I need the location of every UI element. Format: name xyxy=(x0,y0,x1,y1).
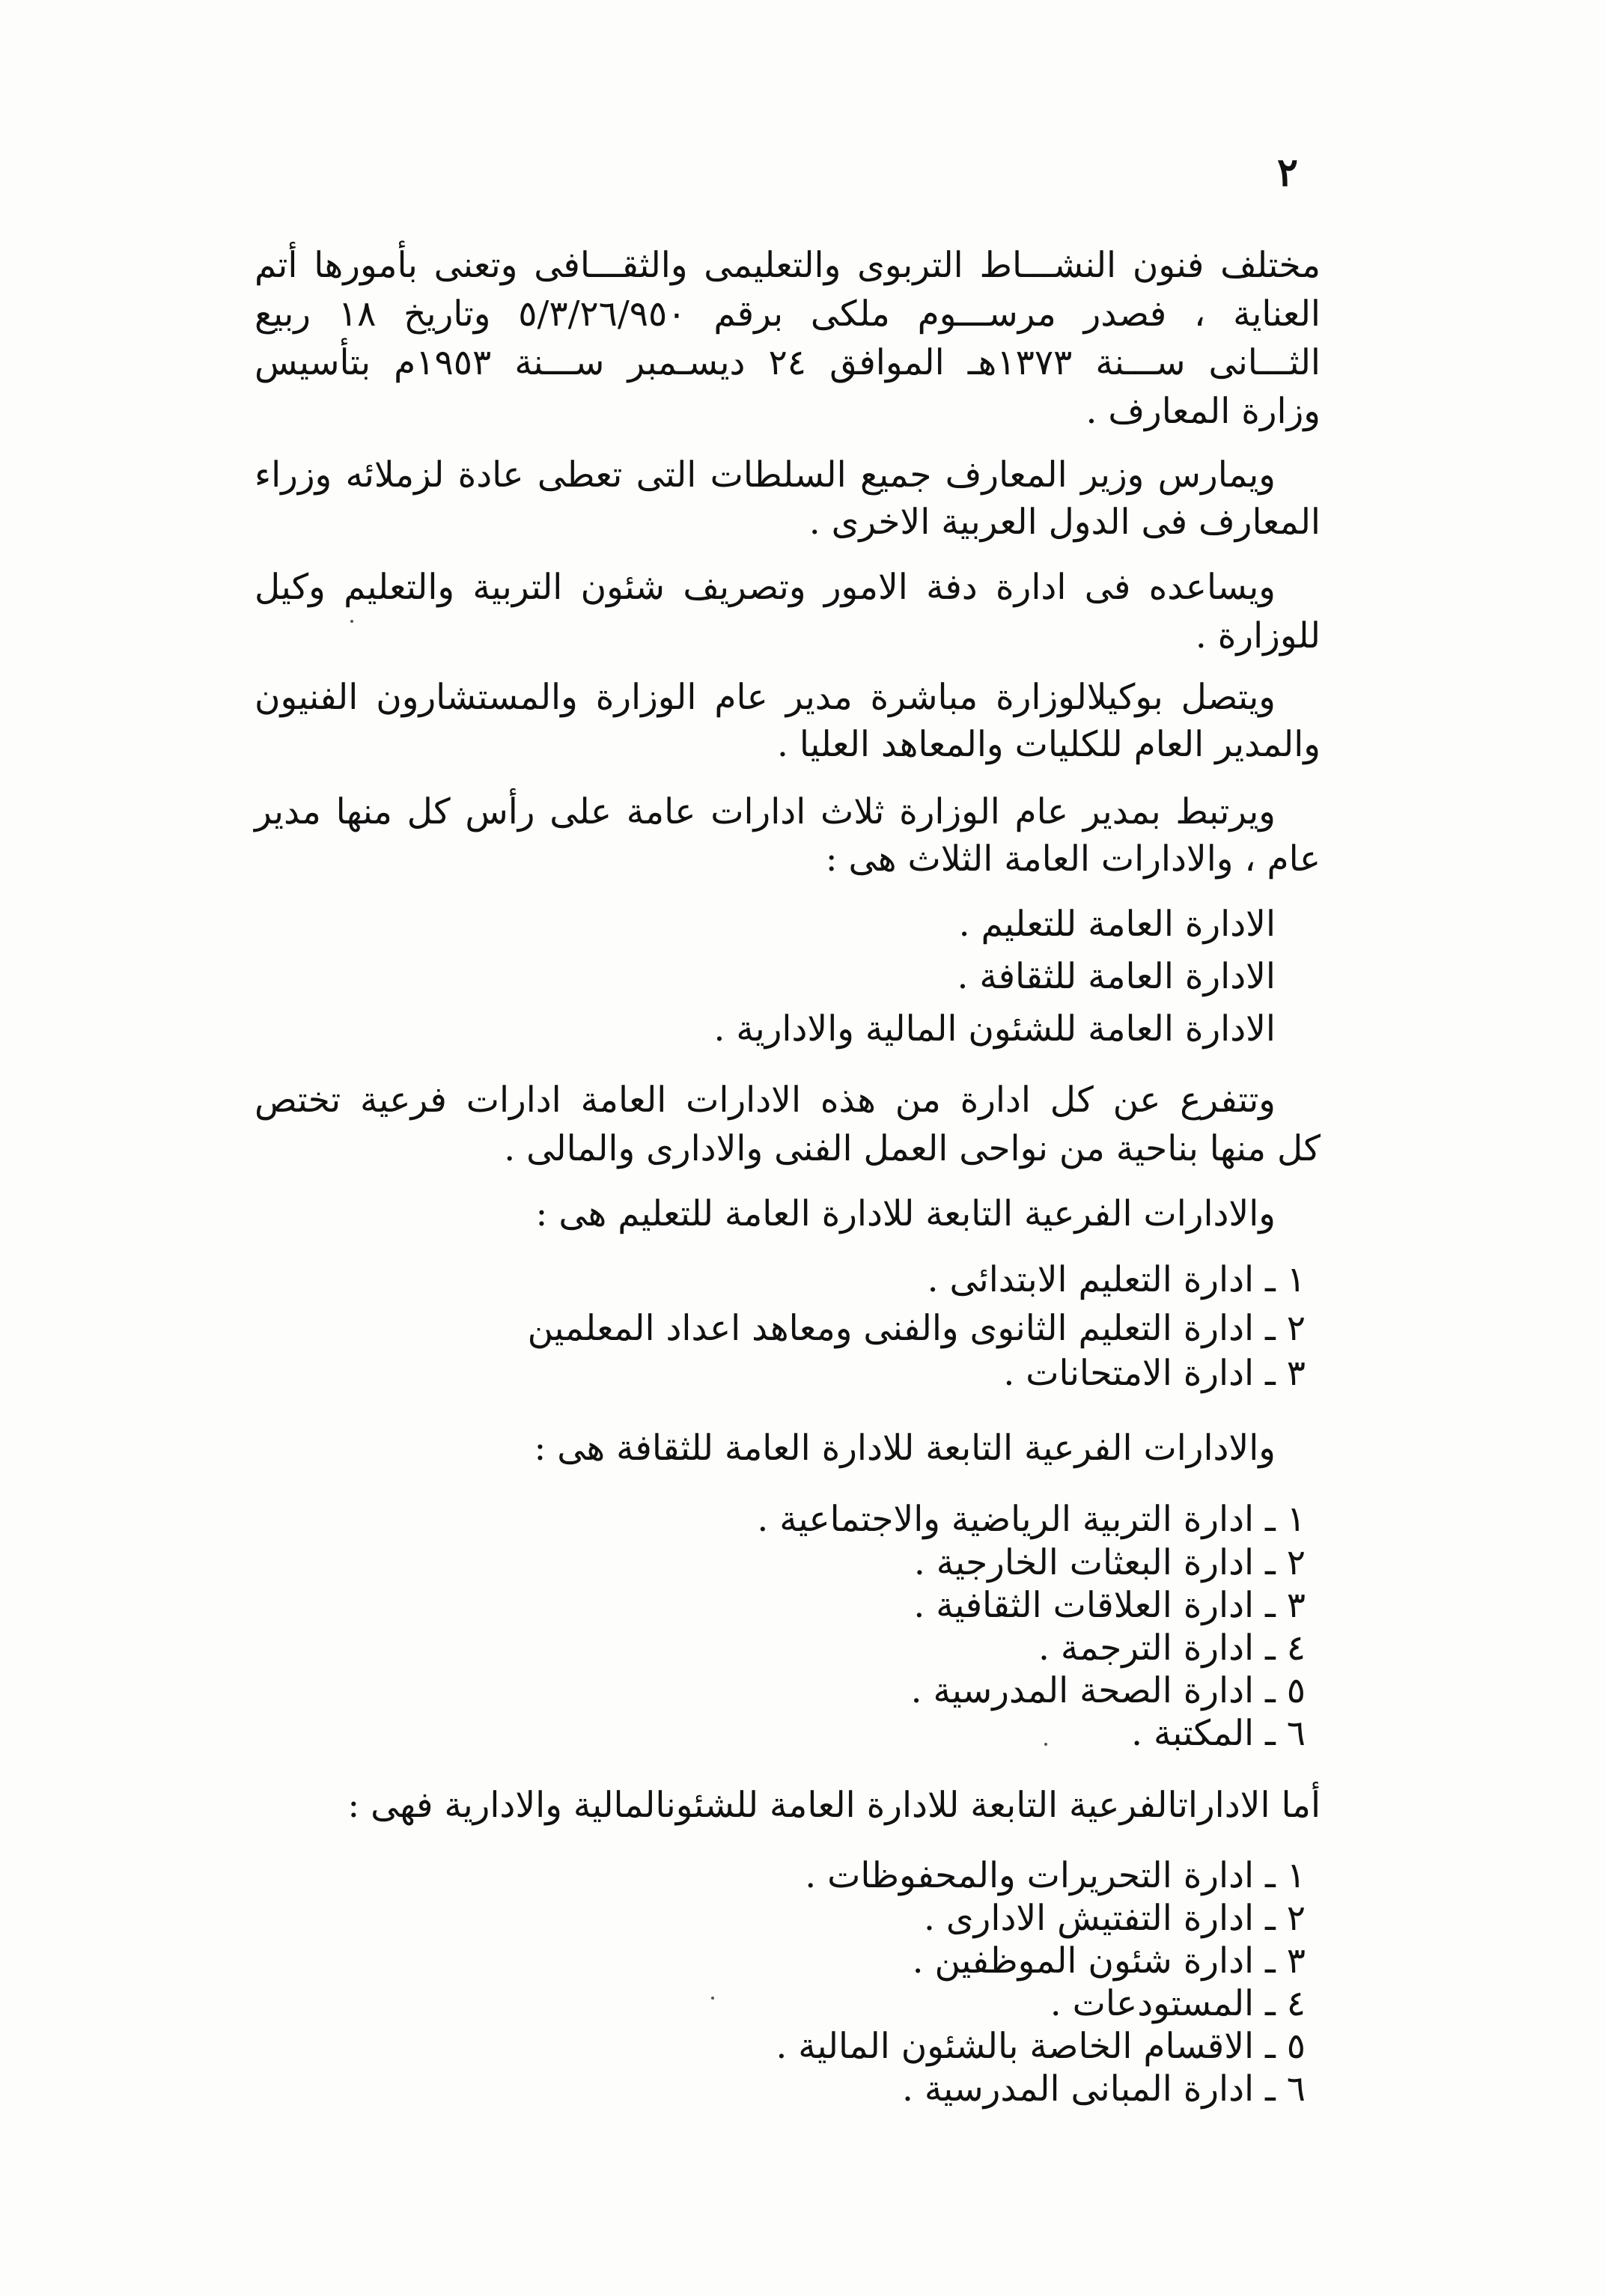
education-item-3: ٣ ـ ادارة الامتحانات . xyxy=(1003,1353,1306,1394)
culture-item-2: ٢ ـ ادارة البعثات الخارجية . xyxy=(913,1542,1306,1583)
paragraph-5-line-2: عام ، والادارات العامة الثلاث هى : xyxy=(825,838,1321,880)
paragraph-3-line-2: للوزارة . xyxy=(1195,615,1321,657)
paragraph-4-line-2: والمدير العام للكليات والمعاهد العليا . xyxy=(777,724,1321,765)
branching-line-1: وتتفرع عن كل ادارة من هذه الادارات العامة ادارات فرعية تختص xyxy=(255,1080,1276,1121)
paragraph-4-line-1: ويتصل بوكيلالوزارة مباشرة مدير عام الوزارة والمستشارون الفنيون xyxy=(255,677,1276,718)
paragraph-2-line-2: المعارف فى الدول العربية الاخرى . xyxy=(808,502,1321,543)
paragraph-1-line-1: مختلف فنون النشـــاط التربوى والتعليمى والثقـــافى وتعنى بأمورها أتم xyxy=(255,245,1321,286)
paragraph-3-line-1: ويساعده فى ادارة دفة الامور وتصريف شئون التربية والتعليم وكيل xyxy=(255,567,1276,608)
general-department-2: الادارة العامة للثقافة . xyxy=(957,956,1276,997)
education-item-1: ١ ـ ادارة التعليم الابتدائى . xyxy=(927,1259,1306,1300)
branching-line-2: كل منها بناحية من نواحى العمل الفنى والادارى والمالى . xyxy=(504,1128,1321,1169)
scan-speck xyxy=(711,1997,714,2000)
finance-item-3: ٣ ـ ادارة شئون الموظفين . xyxy=(912,1940,1306,1982)
culture-item-6: ٦ ـ المكتبة . xyxy=(1131,1713,1306,1754)
finance-item-4: ٤ ـ المستودعات . xyxy=(1050,1983,1306,2024)
education-item-2: ٢ ـ ادارة التعليم الثانوى والفنى ومعاهد اعداد المعلمين xyxy=(527,1308,1306,1349)
general-department-3: الادارة العامة للشئون المالية والادارية . xyxy=(713,1008,1276,1050)
finance-item-6: ٦ ـ ادارة المبانى المدرسية . xyxy=(901,2068,1306,2110)
scan-speck xyxy=(1044,1743,1047,1746)
paragraph-1-line-4: وزارة المعارف . xyxy=(1085,391,1321,432)
scan-speck xyxy=(350,620,353,623)
culture-item-4: ٤ ـ ادارة الترجمة . xyxy=(1038,1627,1306,1669)
finance-item-1: ١ ـ ادارة التحريرات والمحفوظات . xyxy=(805,1855,1306,1896)
culture-heading: والادارات الفرعية التابعة للادارة العامة للثقافة هى : xyxy=(534,1428,1276,1469)
finance-item-2: ٢ ـ ادارة التفتيش الادارى . xyxy=(924,1898,1306,1939)
finance-heading: أما الاداراتالفرعية التابعة للادارة العامة للشئونالمالية والادارية فهى : xyxy=(347,1785,1321,1826)
finance-item-5: ٥ ـ الاقسام الخاصة بالشئون المالية . xyxy=(776,2026,1306,2067)
paragraph-2-line-1: ويمارس وزير المعارف جميع السلطات التى تعطى عادة لزملائه وزراء xyxy=(255,454,1276,496)
page-number: ٢ xyxy=(1277,150,1298,195)
education-heading: والادارات الفرعية التابعة للادارة العامة للتعليم هى : xyxy=(535,1193,1276,1234)
culture-item-5: ٥ ـ ادارة الصحة المدرسية . xyxy=(910,1670,1306,1711)
culture-item-1: ١ ـ ادارة التربية الرياضية والاجتماعية . xyxy=(757,1499,1306,1540)
paragraph-1-line-3: الثـــانى ســـنة ١٣٧٣هـ الموافق ٢٤ ديسـمبر ســـنة ١٩٥٣م بتأسيس xyxy=(255,342,1321,383)
paragraph-1-line-2: العناية ، فصدر مرســـوم ملكى برقم ٥/٣/٢٦/٩٥٠ وتاريخ ١٨ ربيع xyxy=(255,293,1321,335)
culture-item-3: ٣ ـ ادارة العلاقات الثقافية . xyxy=(913,1585,1306,1626)
general-department-1: الادارة العامة للتعليم . xyxy=(958,904,1276,945)
paragraph-5-line-1: ويرتبط بمدير عام الوزارة ثلاث ادارات عامة على رأس كل منها مدير xyxy=(255,791,1276,832)
